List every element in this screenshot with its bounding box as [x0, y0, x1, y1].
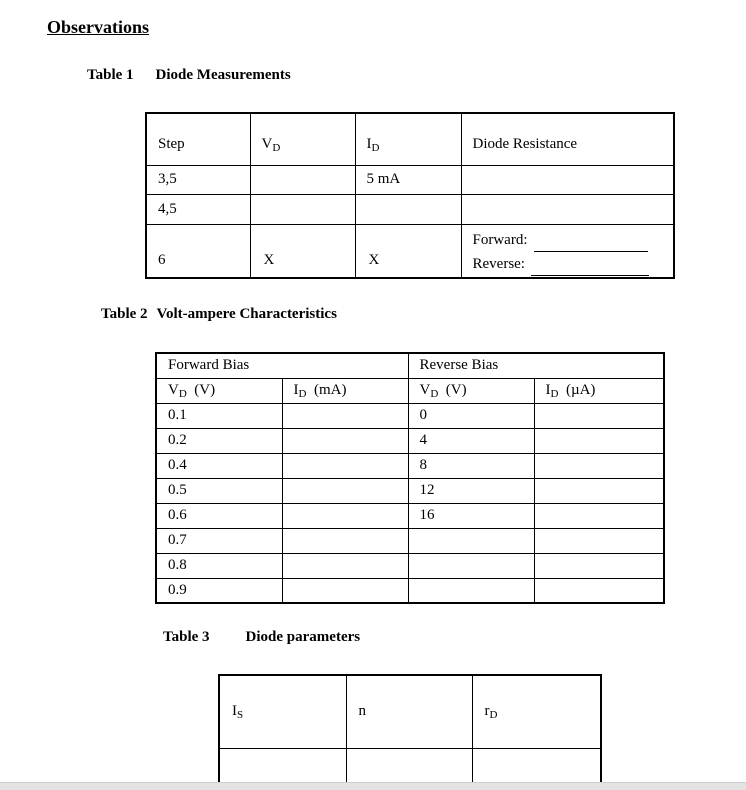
forward-vd-cell: 0.2 — [156, 428, 282, 453]
reverse-vd-cell: 4 — [408, 428, 534, 453]
table3-caption-number: Table 3 — [163, 629, 210, 645]
volt-ampere-table — [155, 352, 665, 604]
forward-vd-cell: 0.4 — [156, 453, 282, 478]
reverse-vd-cell: 0 — [408, 403, 534, 428]
forward-id-input[interactable] — [282, 553, 408, 578]
forward-label: Forward: — [472, 231, 528, 248]
reverse-vd-cell — [408, 578, 534, 603]
table2-column-row — [156, 378, 664, 403]
table1-header-row — [146, 113, 674, 165]
diode-parameters-table — [218, 674, 602, 788]
forward-vd-cell: 0.6 — [156, 503, 282, 528]
forward-vd-cell: 0.8 — [156, 553, 282, 578]
forward-id-input[interactable] — [282, 403, 408, 428]
table-row — [156, 453, 664, 478]
header-id: $I_D$ — [355, 113, 461, 165]
table1-caption-title: Diode Measurements — [155, 67, 291, 83]
reverse-line — [473, 252, 674, 276]
table2-caption — [101, 306, 337, 323]
forward-vd-cell: 0.9 — [156, 578, 282, 603]
cell-resistance-input[interactable] — [461, 165, 674, 194]
forward-line — [473, 228, 674, 252]
table2-body — [156, 403, 664, 603]
table-row — [156, 553, 664, 578]
forward-bias-header: Forward Bias — [156, 353, 408, 378]
reverse-vd-cell: 8 — [408, 453, 534, 478]
reverse-bias-header: Reverse Bias — [408, 353, 664, 378]
header-vd: $V_D$ — [250, 113, 355, 165]
forward-vd-cell: 0.7 — [156, 528, 282, 553]
header-diode-resistance: Diode Resistance — [461, 113, 674, 165]
forward-vd-cell: 0.5 — [156, 478, 282, 503]
table3-header-row — [219, 675, 601, 748]
table-row — [156, 528, 664, 553]
reverse-id-input[interactable] — [534, 453, 664, 478]
forward-id-input[interactable] — [282, 428, 408, 453]
table1-caption-number: Table 1 — [87, 67, 134, 83]
reverse-vd-header: $V_D$ (V) — [408, 378, 534, 403]
cell-vd: X — [250, 224, 355, 278]
forward-id-input[interactable] — [282, 453, 408, 478]
reverse-id-input[interactable] — [534, 553, 664, 578]
header-n: n — [346, 675, 472, 748]
reverse-id-input[interactable] — [534, 578, 664, 603]
reverse-id-input[interactable] — [534, 478, 664, 503]
forward-vd-header: $V_D$ (V) — [156, 378, 282, 403]
table-row — [146, 194, 674, 224]
table3-caption — [163, 629, 360, 646]
reverse-label: Reverse: — [472, 255, 525, 272]
forward-vd-cell: 0.1 — [156, 403, 282, 428]
cell-vd-input[interactable] — [250, 194, 355, 224]
cell-step: 3,5 — [146, 165, 250, 194]
reverse-vd-cell — [408, 553, 534, 578]
cell-forward-reverse — [461, 224, 674, 278]
forward-id-input[interactable] — [282, 578, 408, 603]
table2-caption-title: Volt-ampere Characteristics — [156, 306, 337, 322]
reverse-id-input[interactable] — [534, 528, 664, 553]
table-row — [146, 224, 674, 278]
table-row — [146, 165, 674, 194]
page-heading: Observations — [47, 17, 150, 37]
reverse-id-input[interactable] — [534, 428, 664, 453]
reverse-vd-cell: 16 — [408, 503, 534, 528]
table-row — [156, 403, 664, 428]
forward-id-input[interactable] — [282, 528, 408, 553]
cell-step: 4,5 — [146, 194, 250, 224]
forward-id-input[interactable] — [282, 503, 408, 528]
cell-step: 6 — [146, 224, 250, 278]
header-is: $I_S$ — [219, 675, 346, 748]
reverse-vd-cell — [408, 528, 534, 553]
diode-measurements-table — [145, 112, 675, 279]
table1-caption — [87, 67, 291, 84]
cell-id: X — [355, 224, 461, 278]
table3-caption-title: Diode parameters — [245, 629, 361, 645]
reverse-blank[interactable] — [531, 261, 649, 276]
table-row — [156, 578, 664, 603]
table-row — [156, 478, 664, 503]
forward-id-input[interactable] — [282, 478, 408, 503]
table2-group-row — [156, 353, 664, 378]
reverse-id-input[interactable] — [534, 503, 664, 528]
reverse-vd-cell: 12 — [408, 478, 534, 503]
table2-caption-number: Table 2 — [101, 306, 148, 322]
forward-id-header: $I_D$ (mA) — [282, 378, 408, 403]
header-rd: $r_D$ — [472, 675, 601, 748]
table-row — [156, 428, 664, 453]
table-row — [156, 503, 664, 528]
cell-id: 5 mA — [355, 165, 461, 194]
header-step: Step — [146, 113, 250, 165]
cell-id-input[interactable] — [355, 194, 461, 224]
cell-vd-input[interactable] — [250, 165, 355, 194]
reverse-id-header: $I_D$ (µA) — [534, 378, 664, 403]
forward-blank[interactable] — [534, 237, 648, 252]
reverse-id-input[interactable] — [534, 403, 664, 428]
cell-resistance-input[interactable] — [461, 194, 674, 224]
